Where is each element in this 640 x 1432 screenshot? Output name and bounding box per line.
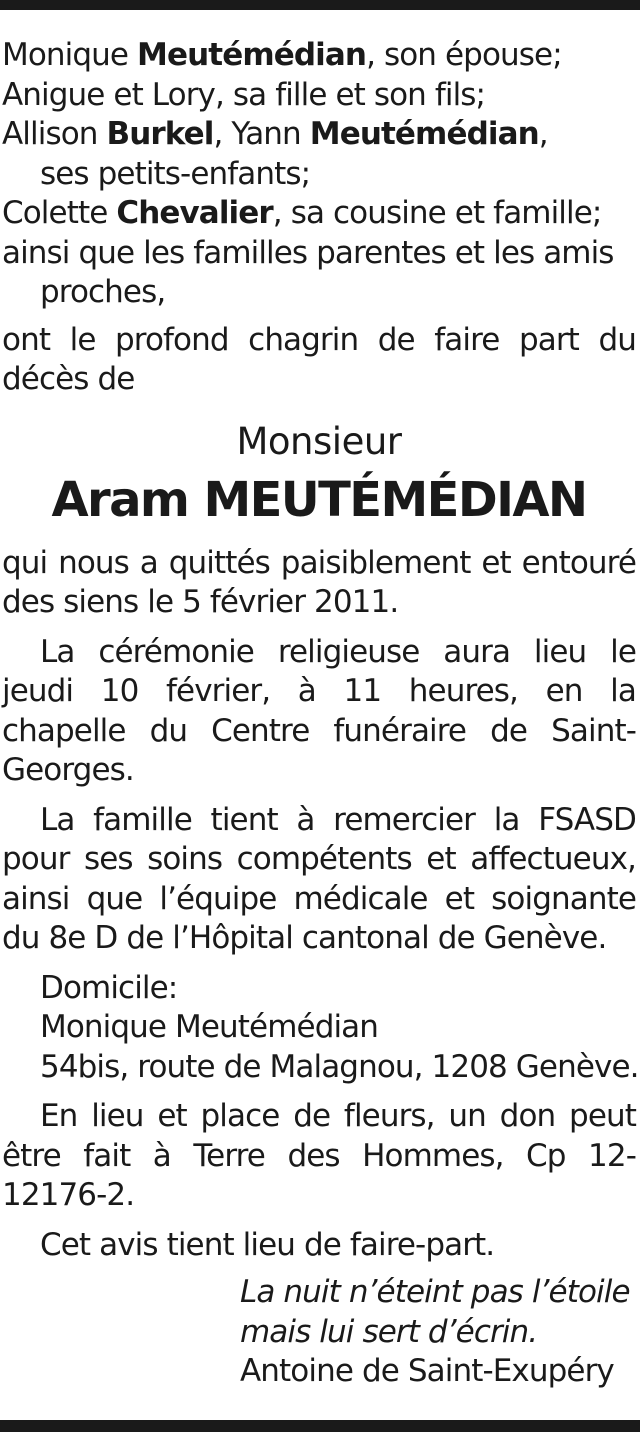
grandchild-1-first-name: Allison bbox=[2, 116, 98, 152]
quote-line-1: La nuit n’éteint pas l’étoile bbox=[240, 1274, 630, 1310]
announcement-text: ont le profond chagrin de faire part du décès de bbox=[2, 321, 636, 397]
bottom-border-rule bbox=[0, 1420, 640, 1432]
obituary-notice bbox=[2, 36, 639, 1392]
deceased-name: Aram MEUTÉMÉDIAN bbox=[51, 471, 587, 528]
thanks-paragraph: La famille tient à remercier la FSASD pour ses soins compétents et affectueux, ainsi que l’équipe médicale et soignante du 8e D de l’Hôpital cantonal de Genève. bbox=[2, 801, 636, 956]
spouse-surname: Meutémédian bbox=[137, 37, 367, 73]
domicile-name: Monique Meutémédian bbox=[40, 1009, 379, 1045]
ceremony-paragraph: La cérémonie religieuse aura lieu le jeudi 10 février, à 11 heures, en la chapelle du Centre funéraire de Saint-Georges. bbox=[2, 633, 636, 788]
family-line-grandchildren bbox=[2, 115, 636, 155]
closing-quote bbox=[2, 1273, 636, 1392]
notice-line: Cet avis tient lieu de faire-part. bbox=[40, 1226, 495, 1263]
domicile-label: Domicile: bbox=[40, 969, 178, 1006]
family-line-friends: proches, bbox=[40, 274, 166, 310]
domicile-block bbox=[2, 969, 639, 1088]
family-line-children: Anigue et Lory, sa fille et son fils; bbox=[2, 76, 486, 113]
family-line-relatives: ainsi que les familles parentes et les amis bbox=[2, 234, 614, 271]
family-line-cousin bbox=[2, 194, 636, 234]
top-border-rule bbox=[0, 0, 640, 10]
grandchild-2-surname: Meutémédian bbox=[309, 116, 539, 152]
family-line-grandchildren-relation: ses petits-enfants; bbox=[40, 155, 311, 192]
donation-paragraph: En lieu et place de fleurs, un don peut être fait à Terre des Hommes, Cp 12-12176-2. bbox=[2, 1098, 636, 1213]
spouse-first-name: Monique bbox=[2, 37, 129, 73]
quote-author: Antoine de Saint-Exupéry bbox=[240, 1353, 614, 1389]
cousin-relation: , sa cousine et famille; bbox=[272, 195, 602, 231]
cousin-surname: Chevalier bbox=[116, 195, 273, 231]
grandchild-1-surname: Burkel bbox=[106, 116, 214, 152]
grandchild-comma: , bbox=[538, 116, 548, 152]
quote-line-2: mais lui sert d’écrin. bbox=[240, 1313, 538, 1350]
family-line-spouse bbox=[2, 36, 636, 76]
grandchild-2-first-name: , Yann bbox=[213, 116, 301, 152]
domicile-address: 54bis, route de Malagnou, 1208 Genève. bbox=[40, 1048, 639, 1085]
deceased-honorific: Monsieur bbox=[236, 419, 402, 463]
cousin-first-name: Colette bbox=[2, 195, 108, 231]
passing-paragraph: qui nous a quittés paisiblement et entouré des siens le 5 février 2011. bbox=[2, 544, 636, 620]
spouse-relation: , son épouse; bbox=[366, 37, 562, 73]
